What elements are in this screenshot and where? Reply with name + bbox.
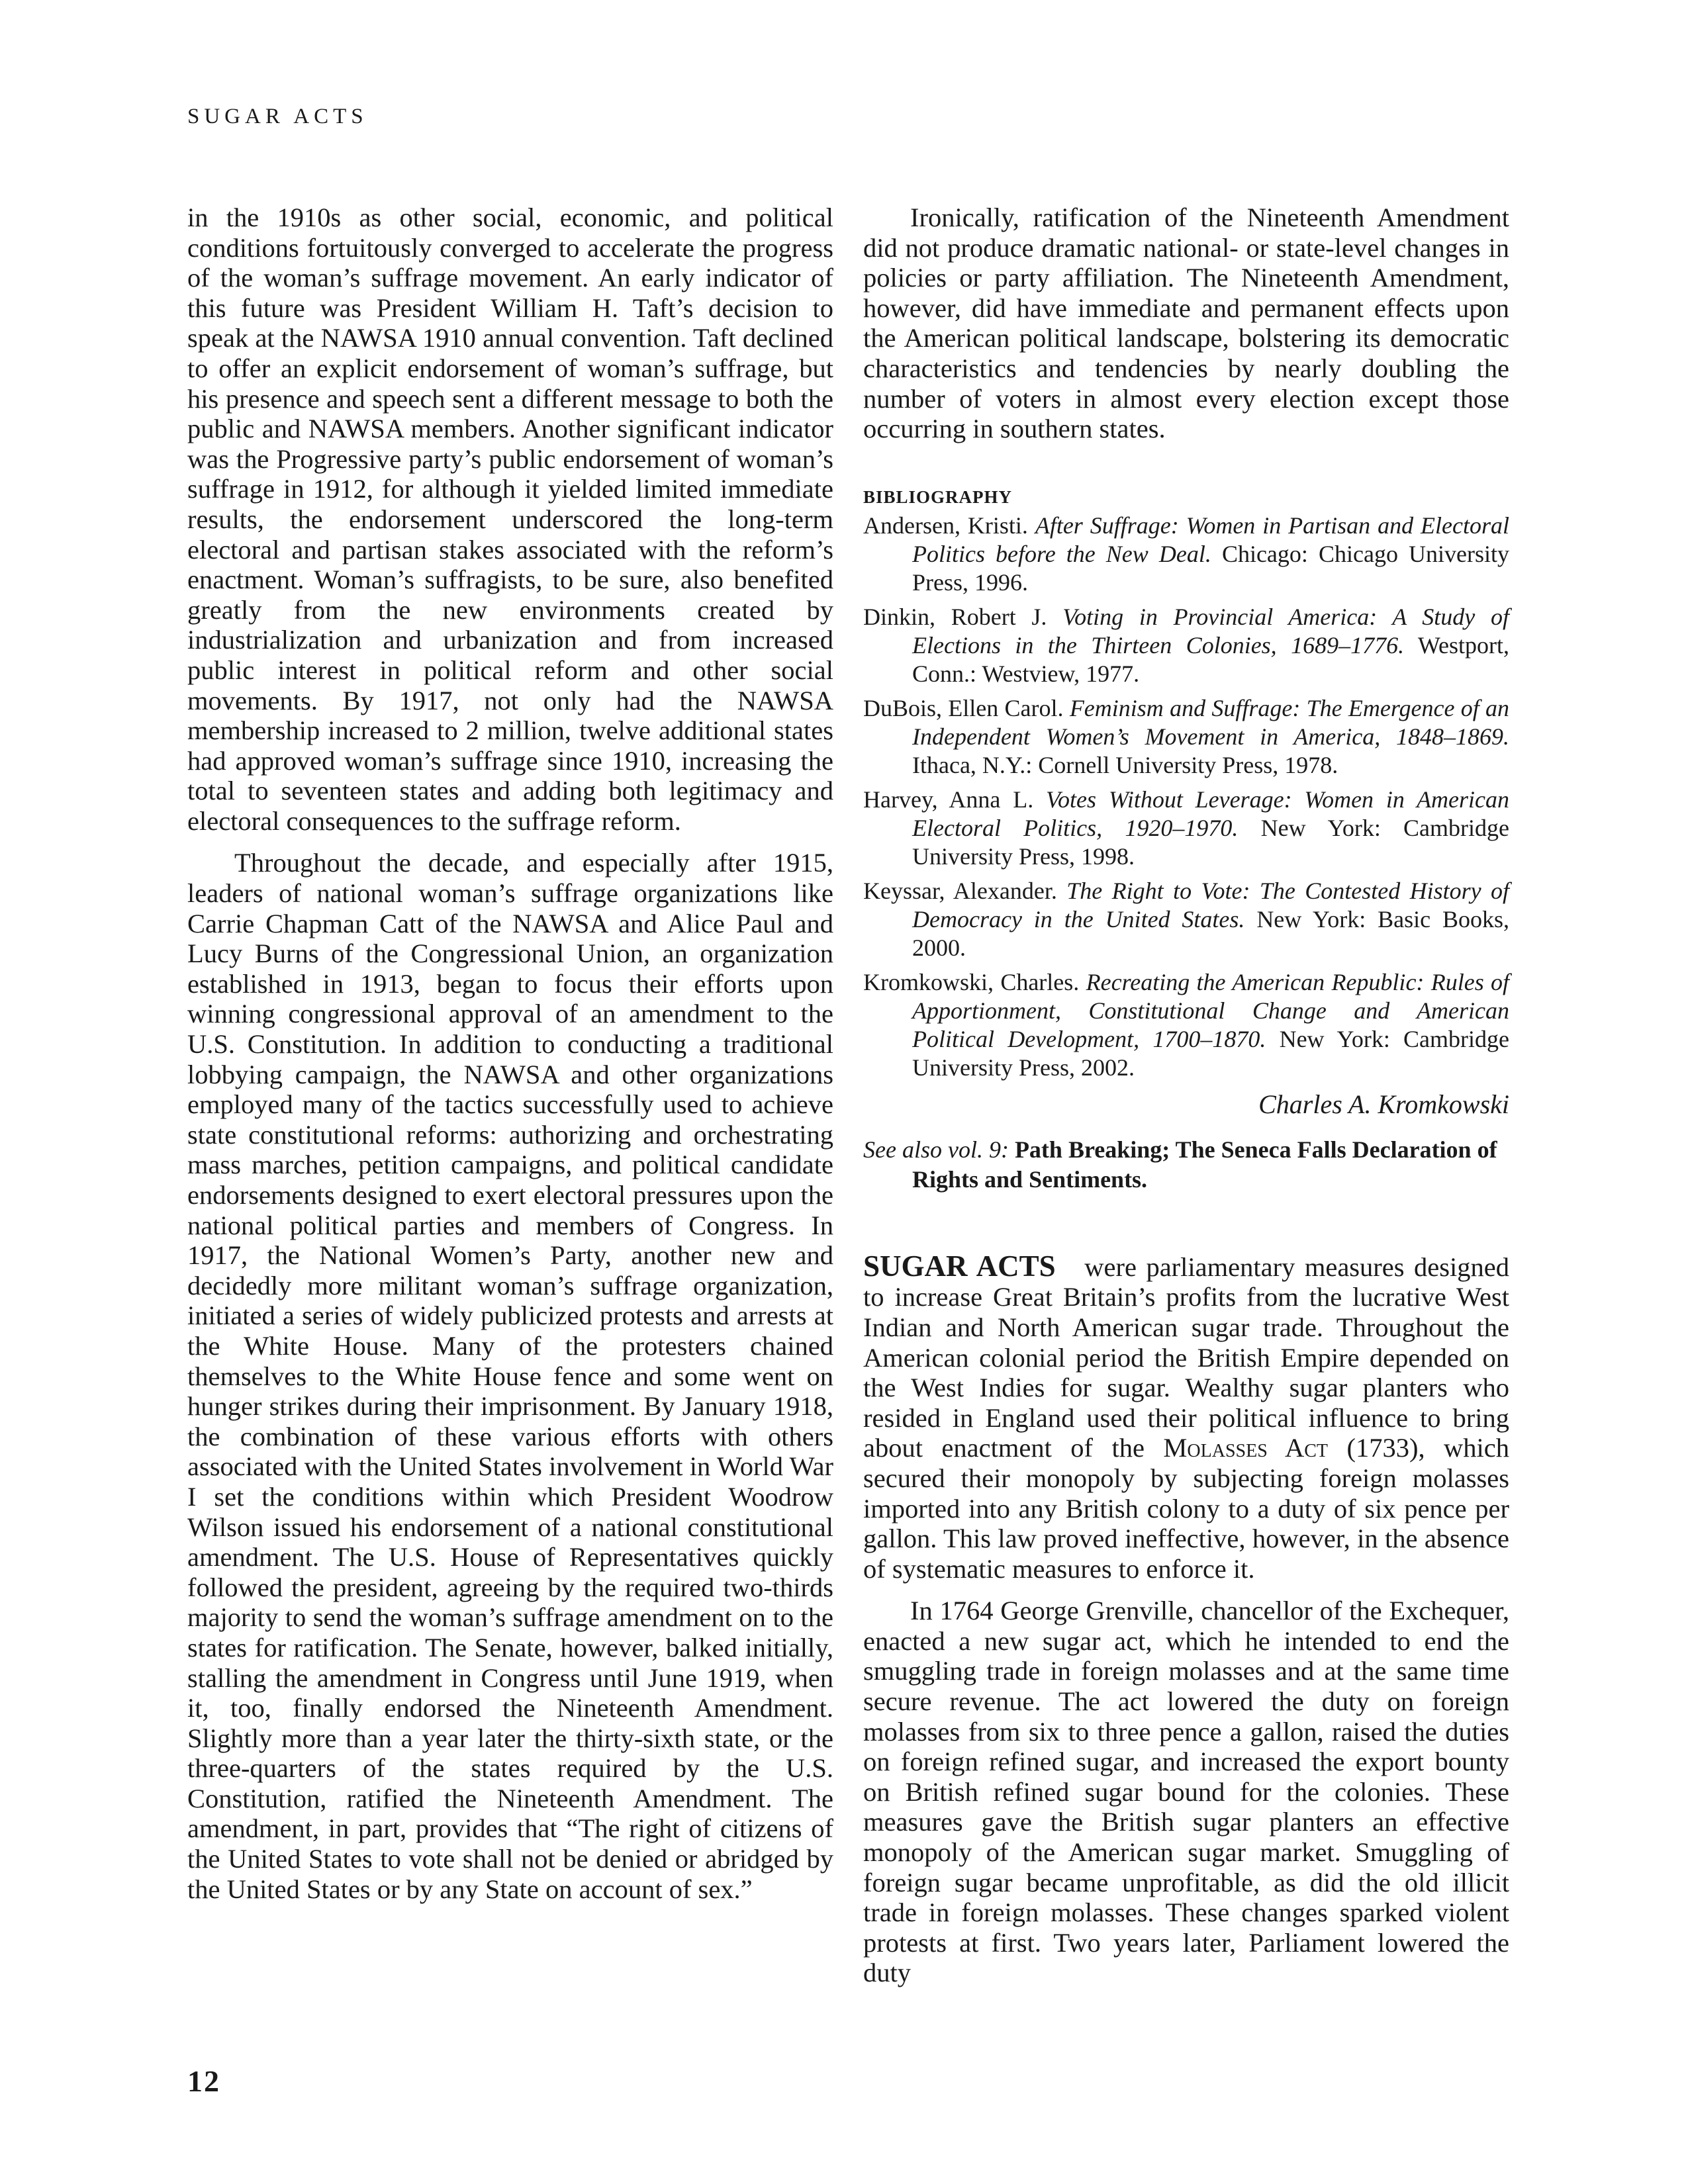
entry-text: (1733), which secured their monopoly by subjecting foreign molasses imported into any British colony to a duty of six pence per gallon. This law proved ineffective, however, in the absence of systematic measures to enforce it. (863, 1433, 1510, 1584)
left-column (187, 203, 833, 1904)
bib-author: Dinkin, Robert J. (863, 603, 1047, 630)
bibliography-entry (863, 786, 1509, 871)
bib-author: Andersen, Kristi. (863, 512, 1028, 539)
bib-publisher: New York: Cambridge University Press, 1998. (912, 814, 1510, 870)
bibliography-entry (863, 603, 1509, 688)
bib-publisher: Ithaca, N.Y.: Cornell University Press, 1978. (912, 751, 1338, 778)
bib-publisher: New York: Cambridge University Press, 2002. (912, 1025, 1510, 1081)
bib-title: Feminism and Suffrage: The Emergence of an Independent Women’s Movement in America, 1848–1869. (912, 694, 1509, 750)
see-also-references: Path Breaking; The Seneca Falls Declaration of Rights and Sentiments. (912, 1136, 1497, 1193)
body-paragraph: in the 1910s as other social, economic, and political conditions fortuitously converged to accelerate the progress of the woman’s suffrage movement. An early indicator of this future was President William H. Taft’s decision to speak at the NAWSA 1910 annual convention. Taft declined to offer an explicit endorsement of woman’s suffrage, but his presence and speech sent a different message to both the public and NAWSA members. Another significant indicator was the Progressive party’s public endorsement of woman’s suffrage in 1912, for although it yielded limited immediate results, the endorsement underscored the long-term electoral and partisan stakes associated with the reform’s enactment. Woman’s suffragists, to be sure, also benefited greatly from the new environments created by industrialization and urbanization and from increased public interest in political reform and other social movements. By 1917, not only had the NAWSA membership increased to 2 million, twelve additional states had approved woman’s suffrage since 1910, increasing the total to seventeen states and adding both legitimacy and electoral consequences to the suffrage reform. (187, 203, 833, 836)
bib-publisher: Westport, Conn.: Westview, 1977. (912, 631, 1509, 687)
author-signature: Charles A. Kromkowski (1258, 1089, 1509, 1119)
body-paragraph: Throughout the decade, and especially after 1915, leaders of national woman’s suffrage organizations like Carrie Chapman Catt of the NAWSA and Alice Paul and Lucy Burns of the Congressional Union, an organization established in 1913, began to focus their efforts upon winning congressional approval of an amendment to the U.S. Constitution. In addition to conducting a traditional lobbying campaign, the NAWSA and other organizations employed many of the tactics successfully used to achieve state constitutional reforms: authorizing and orchestrating mass marches, petition campaigns, and political candidate endorsements designed to exert electoral pressures upon the national political parties and members of Congress. In 1917, the National Women’s Party, another new and decidedly more militant woman’s suffrage organization, initiated a series of widely publicized protests and arrests at the White House. Many of the protesters chained themselves to the White House fence and some went on hunger strikes during their imprisonment. By January 1918, the combination of these various efforts with others associated with the United States involvement in World War I set the conditions within which President Woodrow Wilson issued his endorsement of a national constitutional amendment. The U.S. House of Representatives quickly followed the president, agreeing by the required two-thirds majority to send the woman’s suffrage amendment on to the states for ratification. The Senate, however, balked initially, stalling the amendment in Congress until June 1919, when it, too, finally endorsed the Nineteenth Amendment. Slightly more than a year later the thirty-sixth state, or the three-quarters of the states required by the U.S. Constitution, ratified the Nineteenth Amendment. The amendment, in part, provides that “The right of citizens of the United States to vote shall not be denied or abridged by the United States or by any State on account of sex.” (187, 848, 833, 1904)
bibliography-list (863, 512, 1509, 1082)
bib-author: DuBois, Ellen Carol. (863, 694, 1064, 721)
bibliography-entry (863, 968, 1509, 1082)
cross-reference: Molasses Act (1163, 1433, 1329, 1463)
running-head: SUGAR ACTS (187, 105, 368, 128)
bibliography-entry (863, 877, 1509, 962)
bibliography-entry (863, 512, 1509, 597)
body-paragraph: In 1764 George Grenville, chancellor of the Exchequer, enacted a new sugar act, which he intended to end the smuggling trade in foreign molasses and at the same time secure revenue. The act lowered the duty on foreign molasses from six to three pence a gallon, raised the duties on foreign refined sugar, and increased the export bounty on British refined sugar bound for the colonies. These measures gave the British sugar planters an effective monopoly of the American sugar market. Smuggling of foreign sugar became unprofitable, as did the old illicit trade in foreign molasses. These changes sparked violent protests at first. Two years later, Parliament lowered the duty (863, 1596, 1509, 1988)
entry-text: were parliamentary measures designed to increase Great Britain’s profits from the lucrative West Indian and North American sugar trade. Throughout the American colonial period the British Empire depended on the West Indies for sugar. Wealthy sugar planters who resided in England used their political influence to bring about enactment of the (863, 1251, 1510, 1463)
body-paragraph: Ironically, ratification of the Nineteenth Amendment did not produce dramatic national- or state-level changes in policies or party affiliation. The Nineteenth Amendment, however, did have immediate and permanent effects upon the American political landscape, bolstering its democratic characteristics and tendencies by nearly doubling the number of voters in almost every election except those occurring in southern states. (863, 203, 1509, 444)
bib-title: The Right to Vote: The Contested History of Democracy in the United States. (912, 877, 1510, 933)
bib-author: Harvey, Anna L. (863, 786, 1034, 813)
bib-publisher: New York: Basic Books, 2000. (912, 905, 1509, 961)
bibliography-heading: BIBLIOGRAPHY (863, 486, 1013, 507)
bib-title: Voting in Provincial America: A Study of Elections in the Thirteen Colonies, 1689–1776. (912, 603, 1510, 659)
right-column (863, 203, 1509, 1988)
sugar-acts-entry (863, 1251, 1509, 1584)
see-also (863, 1135, 1509, 1195)
bib-title: Recreating the American Republic: Rules of Apportionment, Constitutional Change and American Political Development, 1700–1870. (912, 968, 1510, 1052)
bib-publisher: Chicago: Chicago University Press, 1996. (912, 540, 1509, 596)
see-also-lead: See also vol. 9: (863, 1136, 1009, 1163)
bib-author: Kromkowski, Charles. (863, 968, 1080, 995)
bib-title: After Suffrage: Women in Partisan and Electoral Politics before the New Deal. (912, 512, 1509, 567)
bibliography-entry (863, 694, 1509, 780)
page-number: 12 (187, 2064, 220, 2098)
bib-author: Keyssar, Alexander. (863, 877, 1057, 904)
entry-headword: SUGAR ACTS (863, 1249, 1056, 1283)
bib-title: Votes Without Leverage: Women in American Electoral Politics, 1920–1970. (912, 786, 1509, 841)
